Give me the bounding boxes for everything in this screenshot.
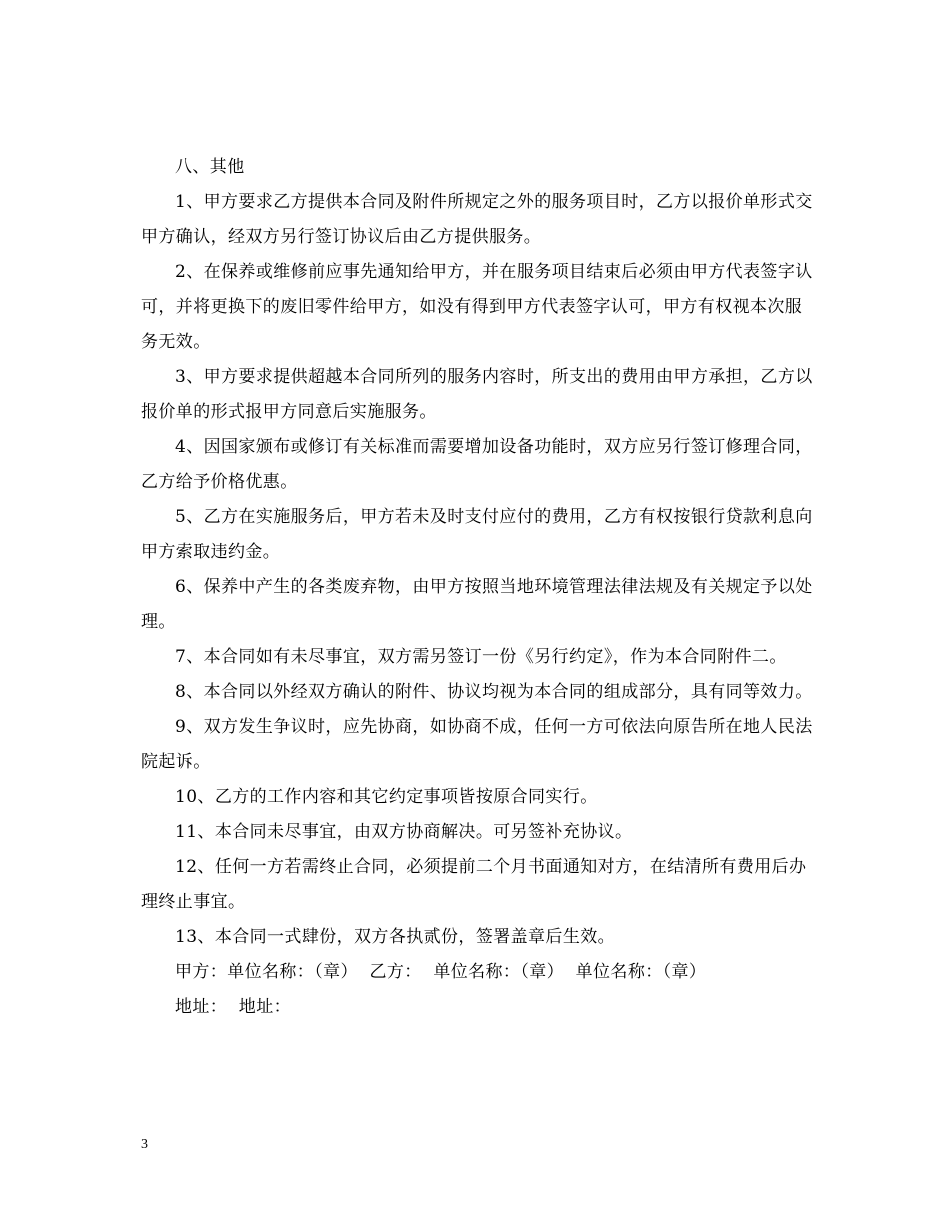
clause-7: 7、本合同如有未尽事宜，双方需另签订一份《另行约定》，作为本合同附件二。: [175, 647, 787, 667]
address-line: 地址： 地址：: [175, 997, 292, 1017]
clause-6: 6、保养中产生的各类废弃物，由甲方按照当地环境管理法律法规及有关规定予以处理。: [141, 577, 813, 632]
clause-3: 3、甲方要求提供超越本合同所列的服务内容时，所支出的费用由甲方承担，乙方以报价单的形式报甲方同意后实施服务。: [141, 367, 813, 422]
clause-1: 1、甲方要求乙方提供本合同及附件所规定之外的服务项目时，乙方以报价单形式交甲方确认，经双方另行签订协议后由乙方提供服务。: [141, 192, 813, 247]
signature-line: 甲方：单位名称：（章） 乙方： 单位名称：（章） 单位名称：（章）: [175, 962, 707, 982]
clause-11: 11、本合同未尽事宜，由双方协商解决。可另签补充协议。: [175, 822, 633, 842]
section-heading: 八、其他: [175, 157, 245, 177]
clause-5: 5、乙方在实施服务后，甲方若未及时支付应付的费用，乙方有权按银行贷款利息向甲方索取违约金。: [141, 507, 813, 562]
clause-2: 2、在保养或维修前应事先通知给甲方，并在服务项目结束后必须由甲方代表签字认可，并将更换下的废旧零件给甲方，如没有得到甲方代表签字认可，甲方有权视本次服务无效。: [141, 262, 813, 352]
clause-12: 12、任何一方若需终止合同，必须提前二个月书面通知对方，在结清所有费用后办理终止事宜。: [141, 857, 807, 912]
clause-8: 8、本合同以外经双方确认的附件、协议均视为本合同的组成部分，具有同等效力。: [175, 682, 813, 702]
clause-13: 13、本合同一式肆份，双方各执贰份，签署盖章后生效。: [175, 927, 616, 947]
document-body: [141, 150, 813, 1025]
clause-4: 4、因国家颁布或修订有关标准而需要增加设备功能时，双方应另行签订修理合同，乙方给予价格优惠。: [141, 437, 813, 492]
page-number: 3: [141, 1137, 148, 1152]
clause-9: 9、双方发生争议时，应先协商，如协商不成，任何一方可依法向原告所在地人民法院起诉。: [141, 717, 813, 772]
clause-10: 10、乙方的工作内容和其它约定事项皆按原合同实行。: [175, 787, 598, 807]
